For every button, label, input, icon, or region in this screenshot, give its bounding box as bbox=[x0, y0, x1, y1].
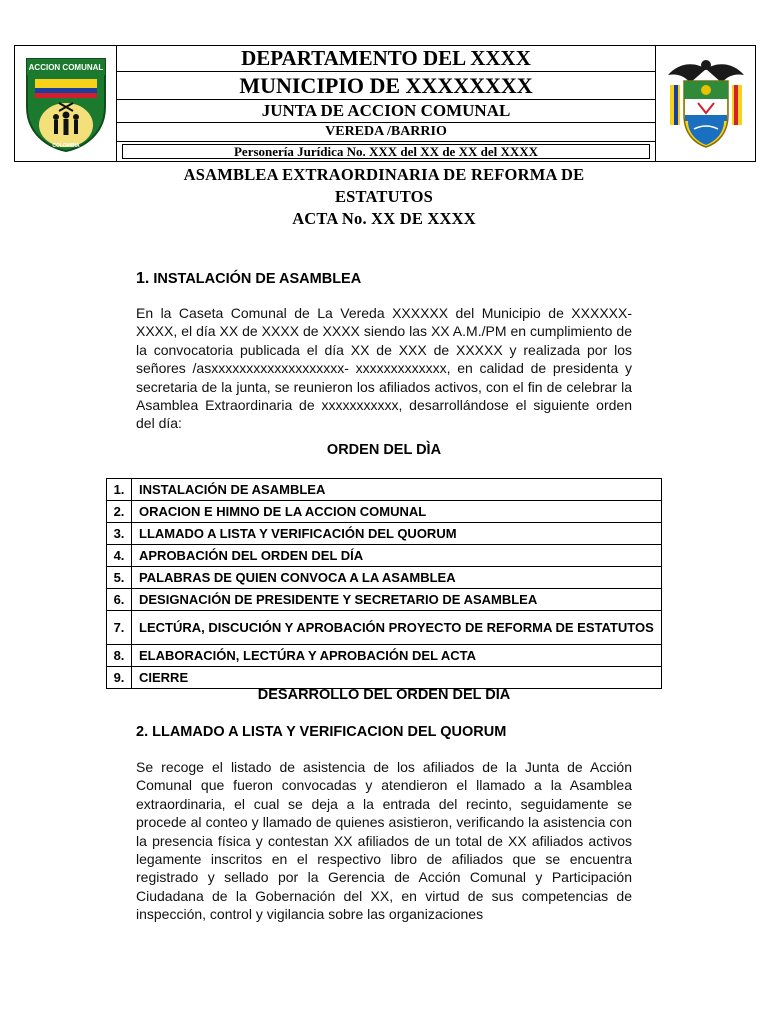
table-row bbox=[107, 645, 662, 667]
personeria-line: Personería Jurídica No. XXX del XX de XX del XXXX bbox=[122, 144, 650, 159]
agenda-item-number: 9. bbox=[107, 667, 132, 689]
section2-heading: 2. LLAMADO A LISTA Y VERIFICACION DEL QUORUM bbox=[136, 724, 507, 740]
section1-paragraph: En la Caseta Comunal de La Vereda XXXXXX del Municipio de XXXXXX-XXXX, el día XX de XXXX de XXXX siendo las XX A.M./PM en cumplimiento de la convocatoria publicada el día XX de XXX de XXXXX y realizada por los señores /asxxxxxxxxxxxxxxxxxxx- xxxxxxxxxxxxx, en calidad de presidenta y secretaria de la junta, se reunieron los afiliados activos, con el fin de celebrar la Asamblea Extraordinaria de xxxxxxxxxxx, desarrollándose el siguiente orden del día: bbox=[136, 305, 632, 432]
section1-title: INSTALACIÓN DE ASAMBLEA bbox=[153, 271, 362, 287]
department-line: DEPARTAMENTO DEL XXXX bbox=[117, 46, 655, 72]
agenda-item-number: 7. bbox=[107, 611, 132, 645]
agenda-item-text: APROBACIÓN DEL ORDEN DEL DÍA bbox=[132, 545, 662, 567]
act-title-line3: ACTA No. XX DE XXXX bbox=[292, 209, 476, 228]
agenda-item-text: INSTALACIÓN DE ASAMBLEA bbox=[132, 479, 662, 501]
logo-text-bottom: COLOMBIA bbox=[51, 142, 80, 149]
agenda-item-number: 4. bbox=[107, 545, 132, 567]
section2-paragraph: Se recoge el listado de asistencia de los afiliados de la Junta de Acción Comunal que fueron convocadas y atendieron el llamado a la Asamblea extraordinaria, el cual se deja a la entrada del recinto, seguidamente se procede al conteo y llamado de quienes asistieron, verificando la asistencia con la presencia física y contestan XX afiliados de un total de XX afiliados activos legamente inscritos en el respectivo libro de afiliados que se encuentra registrado y sellado por la Gerencia de Acción Comunal y Participación Ciudadana de la Gobernación del XX, en virtud de sus competencias de inspección, control y vigilancia sobre las organizaciones bbox=[136, 759, 632, 923]
act-title-line1: ASAMBLEA EXTRAORDINARIA DE REFORMA DE bbox=[183, 165, 585, 184]
table-row bbox=[107, 589, 662, 611]
accion-comunal-logo bbox=[23, 55, 109, 153]
coat-of-arms-cell bbox=[655, 46, 755, 161]
agenda-item-text: ELABORACIÓN, LECTÚRA Y APROBACIÓN DEL ACTA bbox=[132, 645, 662, 667]
document-header bbox=[14, 45, 756, 162]
agenda-table bbox=[106, 478, 662, 689]
agenda-item-number: 8. bbox=[107, 645, 132, 667]
table-row bbox=[107, 545, 662, 567]
colombia-coat-of-arms-icon bbox=[664, 55, 748, 153]
vereda-line: VEREDA /BARRIO bbox=[117, 123, 655, 143]
logo-text-top: ACCION COMUNAL bbox=[28, 62, 103, 72]
agenda-item-text: CIERRE bbox=[132, 667, 662, 689]
agenda-item-text: DESIGNACIÓN DE PRESIDENTE Y SECRETARIO DE ASAMBLEA bbox=[132, 589, 662, 611]
agenda-item-number: 5. bbox=[107, 567, 132, 589]
table-row bbox=[107, 667, 662, 689]
junta-line: JUNTA DE ACCION COMUNAL bbox=[117, 100, 655, 123]
table-row bbox=[107, 567, 662, 589]
agenda-item-number: 2. bbox=[107, 501, 132, 523]
agenda-item-text: LECTÚRA, DISCUCIÓN Y APROBACIÓN PROYECTO DE REFORMA DE ESTATUTOS bbox=[132, 611, 662, 645]
table-row bbox=[107, 611, 662, 645]
header-text-block bbox=[117, 46, 655, 161]
agenda-item-number: 1. bbox=[107, 479, 132, 501]
agenda-item-text: PALABRAS DE QUIEN CONVOCA A LA ASAMBLEA bbox=[132, 567, 662, 589]
agenda-item-text: LLAMADO A LISTA Y VERIFICACIÓN DEL QUORUM bbox=[132, 523, 662, 545]
municipality-line: MUNICIPIO DE XXXXXXXX bbox=[117, 72, 655, 100]
act-title-line2: ESTATUTOS bbox=[334, 187, 434, 206]
accion-comunal-logo-cell bbox=[15, 46, 117, 161]
agenda-item-text: ORACION E HIMNO DE LA ACCION COMUNAL bbox=[132, 501, 662, 523]
table-row bbox=[107, 523, 662, 545]
section1-heading bbox=[136, 270, 361, 288]
agenda-item-number: 6. bbox=[107, 589, 132, 611]
development-heading: DESARROLLO DEL ORDEN DEL DIA bbox=[257, 687, 511, 703]
personeria-row bbox=[117, 142, 655, 161]
table-row bbox=[107, 479, 662, 501]
agenda-item-number: 3. bbox=[107, 523, 132, 545]
agenda-heading: ORDEN DEL DÌA bbox=[326, 442, 442, 458]
section1-number: 1. bbox=[136, 270, 150, 287]
table-row bbox=[107, 501, 662, 523]
